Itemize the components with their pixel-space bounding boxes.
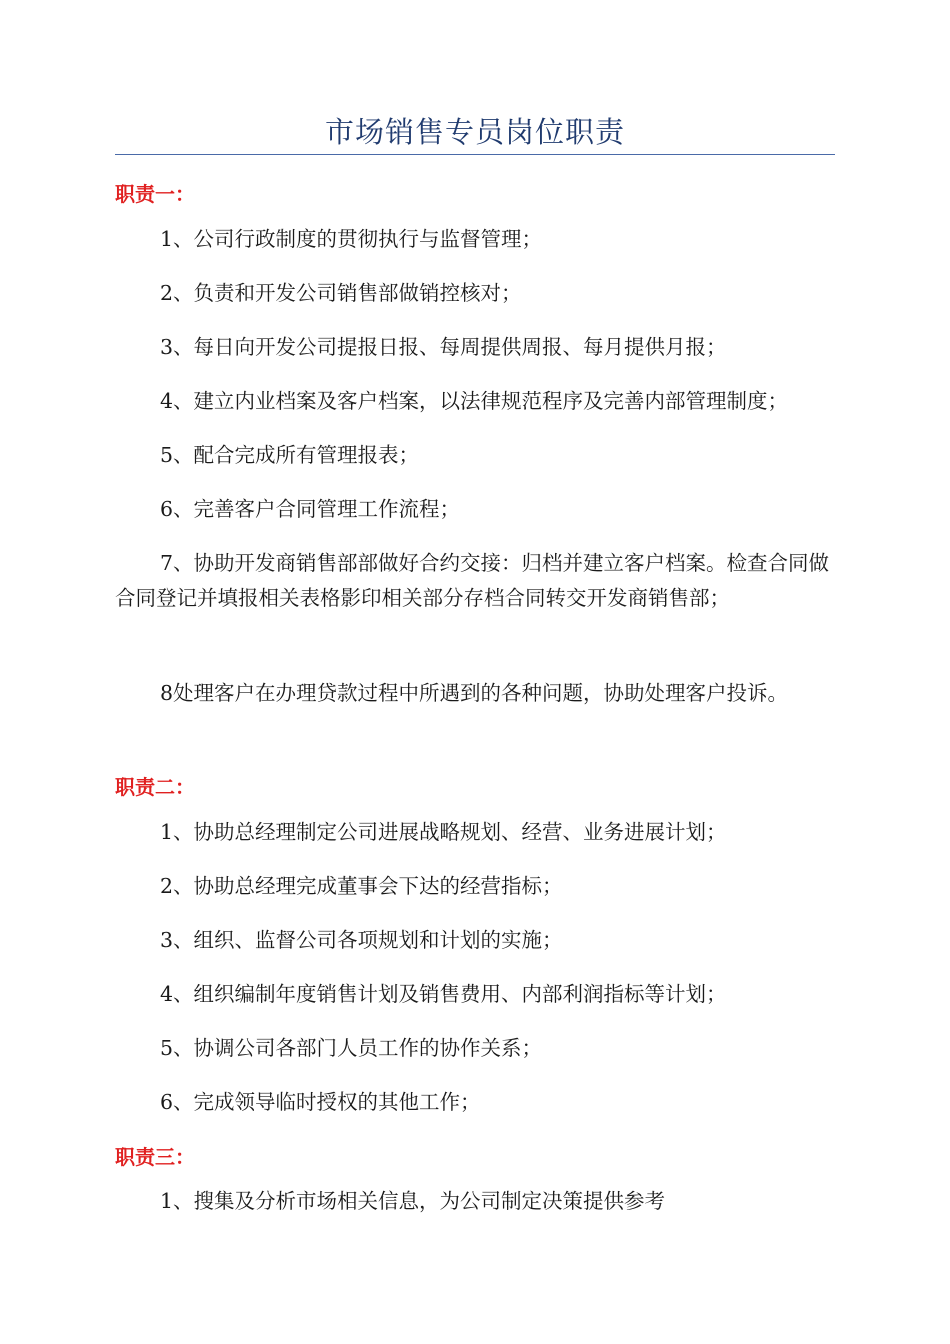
- section-2-item-2: 2、协助总经理完成董事会下达的经营指标；: [160, 874, 563, 898]
- title-underline: [115, 154, 835, 155]
- section-1-item-6: 6、完善客户合同管理工作流程；: [160, 497, 461, 521]
- section-2-item-6: 6、完成领导临时授权的其他工作；: [160, 1090, 481, 1114]
- section-heading-1: 职责一：: [115, 182, 195, 206]
- section-1-item-3: 3、每日向开发公司提报日报、每周提供周报、每月提供月报；: [160, 335, 727, 359]
- section-2-item-1: 1、协助总经理制定公司进展战略规划、经营、业务进展计划；: [160, 820, 727, 844]
- section-1-item-4: 4、建立内业档案及客户档案，以法律规范程序及完善内部管理制度；: [160, 389, 789, 413]
- section-1-item-8: 8处理客户在办理贷款过程中所遇到的各种问题，协助处理客户投诉。: [160, 681, 789, 705]
- section-2-item-5: 5、协调公司各部门人员工作的协作关系；: [160, 1036, 543, 1060]
- section-heading-2: 职责二：: [115, 775, 195, 799]
- section-heading-3: 职责三：: [115, 1145, 195, 1169]
- section-3-item-1: 1、搜集及分析市场相关信息，为公司制定决策提供参考: [160, 1189, 666, 1213]
- section-1-item-5: 5、配合完成所有管理报表；: [160, 443, 420, 467]
- section-2-item-4: 4、组织编制年度销售计划及销售费用、内部利润指标等计划；: [160, 982, 727, 1006]
- section-1-item-2: 2、负责和开发公司销售部做销控核对；: [160, 281, 522, 305]
- section-1-item-1: 1、公司行政制度的贯彻执行与监督管理；: [160, 227, 543, 251]
- section-1-item-7: 7、协助开发商销售部部做好合约交接：归档并建立客户档案。检查合同做合同登记并填报相关表格影印相关部分存档合同转交开发商销售部；: [115, 551, 830, 610]
- section-2-item-3: 3、组织、监督公司各项规划和计划的实施；: [160, 928, 563, 952]
- document-title: 市场销售专员岗位职责: [324, 115, 625, 149]
